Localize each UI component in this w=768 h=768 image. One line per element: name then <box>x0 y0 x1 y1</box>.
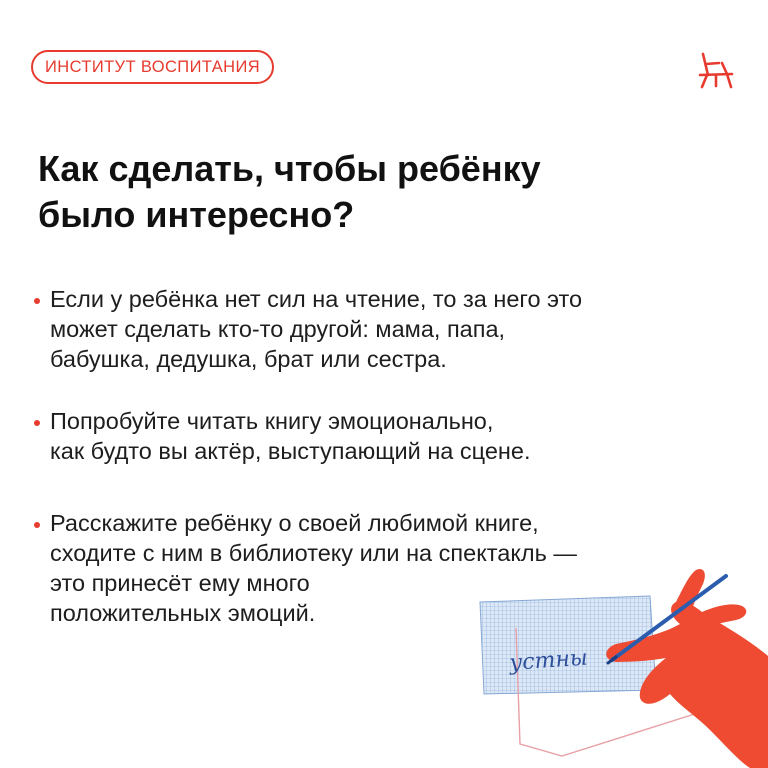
title-line-2: было интересно? <box>38 194 355 235</box>
badge-label: ИНСТИТУТ ВОСПИТАНИЯ <box>45 57 261 76</box>
bullet-line: Расскажите ребёнку о своей любимой книге, <box>50 510 539 536</box>
bullet-dot <box>34 298 40 304</box>
bullet-item <box>50 406 740 466</box>
bullet-dot <box>34 420 40 426</box>
bullet-line: это принесёт ему много <box>50 570 310 596</box>
bullet-line: как будто вы актёр, выступающий на сцене. <box>50 438 531 464</box>
institute-badge <box>31 50 274 84</box>
bullet-dot <box>34 522 40 528</box>
bullet-line: сходите с ним в библиотеку или на спектакль — <box>50 540 577 566</box>
bullet-line: Попробуйте читать книгу эмоционально, <box>50 408 494 434</box>
bullet-line: бабушка, дедушка, брат или сестра. <box>50 346 447 372</box>
hand-writing-icon <box>470 566 768 768</box>
handwriting-text: устны <box>508 645 589 676</box>
title-line-1: Как сделать, чтобы ребёнку <box>38 148 541 189</box>
bullet-line: может сделать кто-то другой: мама, папа, <box>50 316 506 342</box>
chair-icon <box>694 48 738 90</box>
bullet-line: Если у ребёнка нет сил на чтение, то за него это <box>50 286 583 312</box>
bullet-item <box>50 284 740 374</box>
page-title <box>38 146 678 238</box>
bullet-line: положительных эмоций. <box>50 600 316 626</box>
